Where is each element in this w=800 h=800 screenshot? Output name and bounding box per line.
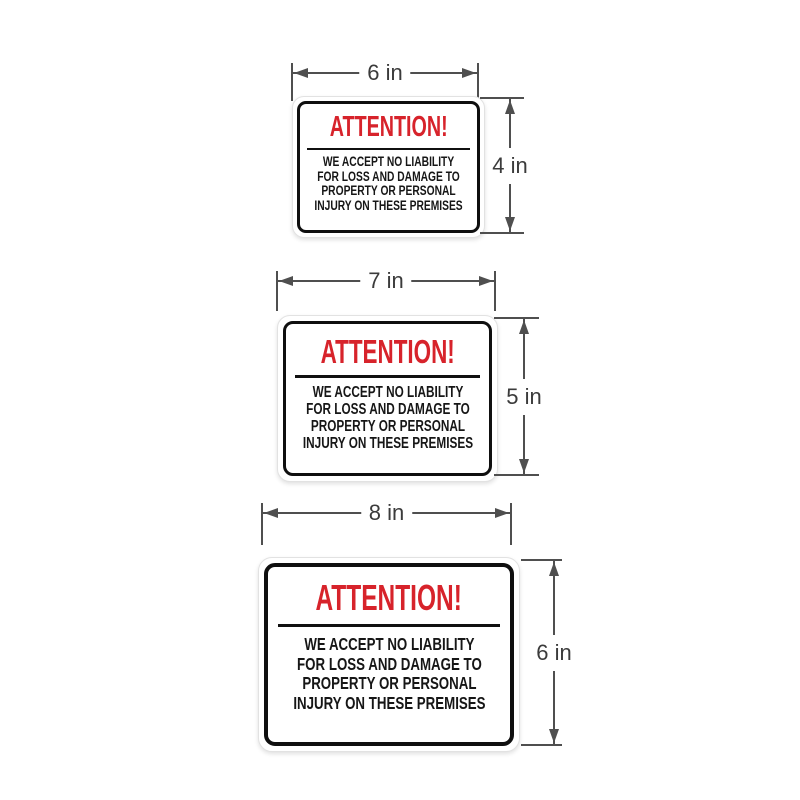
sign-body-line: PROPERTY OR PERSONAL: [301, 673, 477, 693]
width-dimension: [276, 268, 496, 311]
sign-border: [283, 321, 492, 476]
height-dimension: [494, 317, 542, 476]
extension-tick: [521, 744, 562, 746]
width-dimension: [261, 500, 512, 545]
attention-sign: [277, 315, 498, 482]
extension-tick: [494, 474, 539, 476]
sign-border: [297, 101, 480, 233]
extension-tick: [521, 559, 562, 561]
attention-sign: [292, 96, 485, 238]
sign-body: [293, 635, 485, 713]
height-dimension-label: 6 in: [532, 635, 575, 671]
extension-tick: [477, 63, 479, 101]
sign-heading: ATTENTION!: [329, 111, 448, 143]
sign-heading: ATTENTION!: [315, 577, 463, 618]
arrowhead-up-icon: [549, 562, 559, 576]
arrowhead-up-icon: [505, 100, 515, 114]
extension-tick: [261, 503, 263, 545]
arrowhead-up-icon: [519, 320, 529, 334]
arrowhead-left-icon: [264, 508, 278, 518]
arrowhead-down-icon: [519, 459, 529, 473]
arrowhead-right-icon: [479, 276, 493, 286]
height-dimension: [521, 559, 572, 746]
width-dimension-label: 7 in: [360, 269, 411, 293]
sign-divider: [307, 148, 470, 150]
sign-body-line: WE ACCEPT NO LIABILITY: [303, 634, 475, 654]
arrowhead-left-icon: [294, 68, 308, 78]
arrowhead-down-icon: [505, 217, 515, 231]
extension-tick: [494, 317, 539, 319]
sign-body-line: PROPERTY OR PERSONAL: [310, 418, 465, 435]
attention-sign: [258, 557, 520, 752]
extension-tick: [510, 503, 512, 545]
sign-body-line: FOR LOSS AND DAMAGE TO: [317, 168, 460, 184]
sign-body: [314, 155, 462, 213]
sign-body: [302, 384, 472, 452]
sign-body-line: INJURY ON THESE PREMISES: [302, 435, 473, 452]
sign-border: [264, 563, 514, 746]
sign-divider: [295, 375, 480, 378]
extension-tick: [480, 97, 524, 99]
width-dimension-label: 6 in: [359, 61, 410, 85]
sign-divider: [278, 624, 500, 627]
arrowhead-left-icon: [279, 276, 293, 286]
sign-body-line: WE ACCEPT NO LIABILITY: [312, 384, 463, 401]
sign-body-line: WE ACCEPT NO LIABILITY: [322, 154, 455, 169]
sign-body-line: INJURY ON THESE PREMISES: [292, 692, 486, 713]
sign-body-line: FOR LOSS AND DAMAGE TO: [296, 653, 482, 674]
extension-tick: [291, 63, 293, 101]
height-dimension: [480, 97, 528, 234]
extension-tick: [494, 271, 496, 311]
sign-body-line: PROPERTY OR PERSONAL: [321, 183, 456, 198]
height-dimension-label: 4 in: [488, 148, 531, 184]
extension-tick: [276, 271, 278, 311]
arrowhead-down-icon: [549, 729, 559, 743]
arrowhead-right-icon: [462, 68, 476, 78]
height-dimension-label: 5 in: [502, 379, 545, 415]
sign-heading: ATTENTION!: [320, 333, 455, 370]
width-dimension-label: 8 in: [361, 501, 412, 525]
arrowhead-right-icon: [495, 508, 509, 518]
extension-tick: [480, 232, 524, 234]
sign-body-line: INJURY ON THESE PREMISES: [314, 197, 463, 213]
sign-body-line: FOR LOSS AND DAMAGE TO: [305, 401, 470, 418]
